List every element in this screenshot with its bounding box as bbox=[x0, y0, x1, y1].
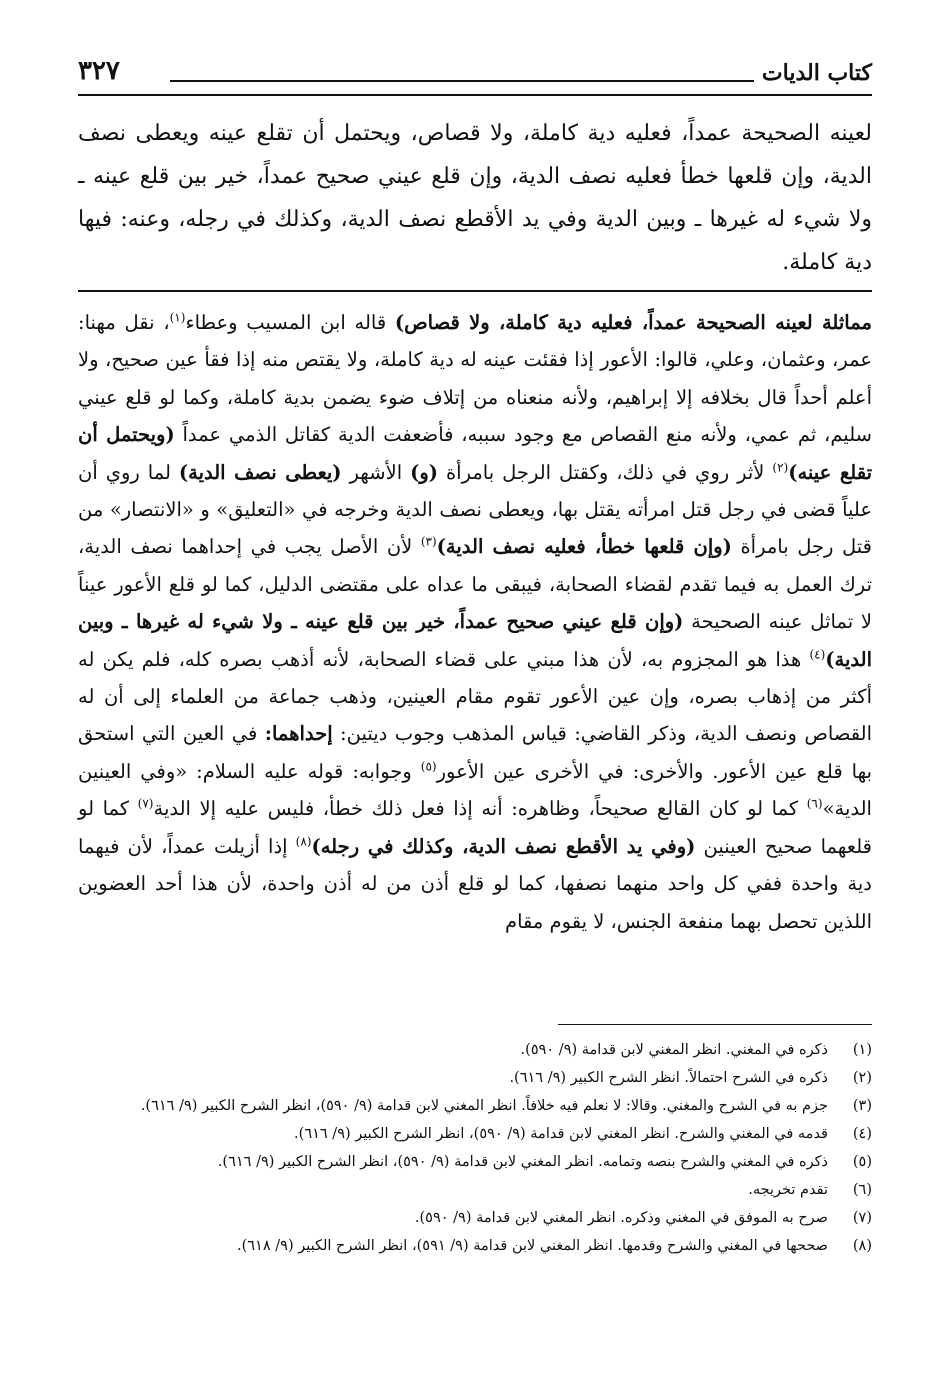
quoted-matn: (وإن قلعها خطأ، فعليه نصف الدية) bbox=[436, 535, 732, 559]
footnote-ref: (٤) bbox=[809, 647, 826, 662]
footnote bbox=[78, 1176, 872, 1204]
main-text bbox=[78, 112, 872, 284]
footnote-ref: (٢) bbox=[772, 460, 789, 475]
header-bottom-rule bbox=[78, 94, 872, 96]
commentary-paragraph bbox=[78, 304, 872, 940]
footnote bbox=[78, 1148, 872, 1176]
chapter-title: كتاب الديات bbox=[761, 60, 872, 86]
quoted-matn: (يعطى نصف الدية) bbox=[178, 460, 342, 484]
footnote-number: (٣) bbox=[852, 1098, 872, 1114]
commentary-text: قاله ابن المسيب وعطاء bbox=[185, 311, 395, 334]
commentary-text: إذا أزيلت عمداً، لأن فيهما دية واحدة ففي كل واحد منهما نصفها، كما لو قلع أذن من له أذن واحدة، لأن هذا أحد العضوين اللذين تحصل بهما منفعة الجنس، لا يقوم مقام bbox=[78, 834, 872, 933]
quoted-matn: (وفي يد الأقطع نصف الدية، وكذلك في رجله) bbox=[311, 834, 696, 858]
footnote-number: (١) bbox=[852, 1042, 872, 1058]
commentary bbox=[78, 304, 872, 940]
footnote bbox=[78, 1036, 872, 1064]
quoted-matn: إحداهما: bbox=[264, 722, 333, 746]
footnote-text: تقدم تخريجه. bbox=[748, 1182, 828, 1198]
running-header bbox=[78, 52, 872, 98]
commentary-text: في العين التي استحق بها قلع عين الأعور. والأخرى: في الأخرى عين الأعور bbox=[78, 722, 872, 783]
commentary-text: وجوابه: قوله عليه السلام: «وفي العينين الدية» bbox=[78, 759, 872, 821]
footnotes bbox=[78, 1036, 872, 1260]
footnote-text: صححها في المغني والشرح وقدمها. انظر المغني لابن قدامة (٩/ ٥٩١)، انظر الشرح الكبير (٩/ ٦١٨). bbox=[236, 1238, 828, 1254]
commentary-text: لما روي أن علياً قضى في رجل قتل امرأته يقتل بها، ويعطى نصف الدية وخرجه في «التعليق» و «الانتصار» من قتل رجل بامرأة bbox=[78, 460, 872, 559]
footnote-text: صرح به الموفق في المغني وذكره. انظر المغني لابن قدامة (٩/ ٥٩٠). bbox=[414, 1210, 828, 1226]
footnote-text: قدمه في المغني والشرح. انظر المغني لابن قدامة (٩/ ٥٩٠)، انظر الشرح الكبير (٩/ ٦١٦). bbox=[294, 1126, 828, 1142]
footnote bbox=[78, 1120, 872, 1148]
commentary-text: لأن الأصل يجب في إحداهما نصف الدية، ترك العمل به فيما تقدم لقضاء الصحابة، فيبقى ما عداه على مقتضى الدليل، كما لو قلع الأعور عيناً لا تماثل عينه الصحيحة bbox=[78, 535, 872, 634]
footnote-number: (٤) bbox=[852, 1126, 872, 1142]
commentary-text: ، نقل مهنا: عمر، وعثمان، وعلي، قالوا: الأعور إذا فقئت عينه له دية كاملة، ولا يقتص منه إذا فقأ عين صحيح، ولا أعلم أحداً قال بخلافه إلا إبراهيم، ولأنه منعناه من إتلاف ضوء يضمن بدية كاملة، وكما لو قلع عيني سليم، ثم عمي، ولأنه منع القصاص مع وجود سببه، فأضعفت الدية كقاتل الذمي عمداً bbox=[78, 311, 872, 447]
quoted-matn: (و) bbox=[410, 460, 438, 484]
footnote-number: (٨) bbox=[852, 1238, 872, 1254]
footnote bbox=[78, 1232, 872, 1260]
commentary-text: كما لو كان القالع صحيحاً، وظاهره: أنه إذا فعل ذلك خطأ، فليس عليه إلا الدية bbox=[153, 797, 807, 821]
header-rule bbox=[170, 80, 754, 82]
text-commentary-divider bbox=[78, 290, 872, 292]
footnote-text: ذكره في الشرح احتمالاً. انظر الشرح الكبير (٩/ ٦١٦). bbox=[509, 1070, 828, 1086]
footnote bbox=[78, 1092, 872, 1120]
footnote-divider bbox=[558, 1024, 872, 1025]
footnote-ref: (٣) bbox=[420, 534, 437, 549]
footnote-number: (٧) bbox=[852, 1210, 872, 1226]
footnote-ref: (٧) bbox=[137, 796, 154, 811]
footnote-ref: (١) bbox=[169, 310, 186, 325]
footnote-ref: (٨) bbox=[295, 834, 312, 849]
commentary-text: كما لو قلعهما صحيح العينين bbox=[78, 797, 872, 858]
footnote-ref: (٥) bbox=[420, 759, 437, 774]
quoted-matn: (وإن قلع عيني صحيح عمداً، خير بين قلع عينه ـ ولا شيء له غيرها ـ وبين الدية) bbox=[78, 610, 872, 671]
quoted-matn: مماثلة لعينه الصحيحة عمداً، فعليه دية كاملة، ولا قصاص) bbox=[394, 311, 872, 334]
page-number: ٣٢٧ bbox=[78, 56, 120, 86]
quoted-matn: (ويحتمل أن تقلع عينه) bbox=[78, 423, 872, 484]
main-paragraph: لعينه الصحيحة عمداً، فعليه دية كاملة، ولا قصاص، ويحتمل أن تقلع عينه ويعطى نصف الدية، وإن قلعها خطأ فعليه نصف الدية، وإن قلع عيني صحيح عمداً، خير بين قلع عينه ـ ولا شيء له غيرها ـ وبين الدية وفي يد الأقطع نصف الدية، وكذلك في رجله، وعنه: فيها دية كاملة. bbox=[78, 121, 872, 275]
commentary-text: هذا هو المجزوم به، لأن هذا مبني على قضاء الصحابة، لأنه أذهب بصره كله، فلم يكن له أكثر من إذهاب بصره، وإن عين الأعور تقوم مقام العينين، وذهب جماعة من العلماء إلى أن له القصاص ونصف الدية، وذكر القاضي: قياس المذهب وجوب ديتين: bbox=[78, 647, 873, 746]
footnote-number: (٦) bbox=[852, 1182, 872, 1198]
footnote bbox=[78, 1204, 872, 1232]
footnote-ref: (٦) bbox=[806, 796, 823, 811]
commentary-text: لأثر روي في ذلك، وكقتل الرجل بامرأة bbox=[437, 460, 773, 484]
commentary-text: الأشهر bbox=[341, 460, 411, 484]
footnote-text: ذكره في المغني والشرح بنصه وتمامه. انظر المغني لابن قدامة (٩/ ٥٩٠)، انظر الشرح الكبير (٩/ ٦١٦). bbox=[217, 1154, 828, 1170]
footnote-text: ذكره في المغني. انظر المغني لابن قدامة (٩/ ٥٩٠). bbox=[520, 1042, 828, 1058]
footnote bbox=[78, 1064, 872, 1092]
footnote-number: (٥) bbox=[852, 1154, 872, 1170]
footnote-text: جزم به في الشرح والمغني. وقالا: لا نعلم فيه خلافاً. انظر المغني لابن قدامة (٩/ ٥٩٠)، انظر الشرح الكبير (٩/ ٦١٦). bbox=[140, 1098, 828, 1114]
footnote-number: (٢) bbox=[852, 1070, 872, 1086]
